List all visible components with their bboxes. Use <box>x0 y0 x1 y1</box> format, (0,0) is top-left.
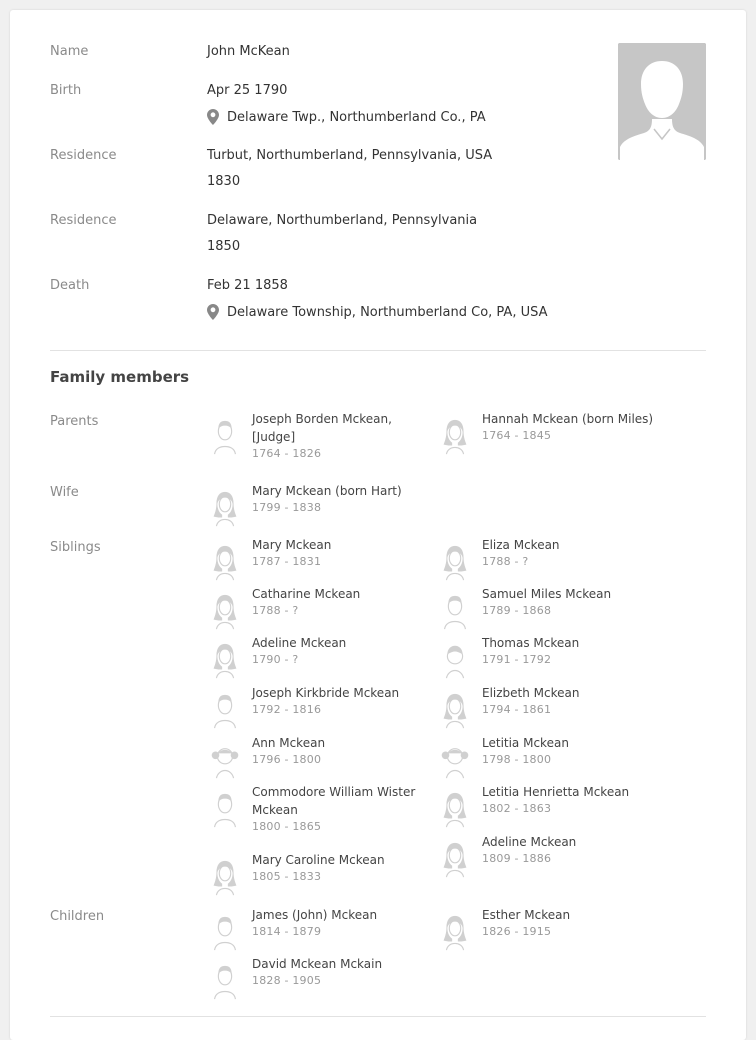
male-silhouette-icon <box>618 43 706 160</box>
family-member-dates: 1794 - 1861 <box>482 703 552 716</box>
death-place-text: Delaware Township, Northumberland Co, PA, USA <box>227 304 548 320</box>
male-avatar-icon <box>210 692 240 730</box>
family-member-dates: 1802 - 1863 <box>482 802 552 815</box>
family-member-dates: 1788 - ? <box>482 555 529 568</box>
family-member-name[interactable]: Letitia Mckean <box>482 736 569 750</box>
family-members-title: Family members <box>50 368 190 386</box>
female-avatar-icon <box>210 544 240 582</box>
female-avatar-icon <box>210 859 240 897</box>
family-member-name[interactable]: James (John) Mckean <box>252 908 378 922</box>
male-avatar-icon <box>210 914 240 952</box>
birth-date: Apr 25 1790 <box>207 83 288 98</box>
female-avatar-icon <box>210 490 240 528</box>
family-member[interactable] <box>210 410 440 460</box>
family-member-dates: 1826 - 1915 <box>482 925 552 938</box>
family-member[interactable] <box>440 536 670 576</box>
section-divider <box>50 350 706 351</box>
family-member-name[interactable]: Esther Mckean <box>482 908 571 922</box>
family-member[interactable] <box>210 906 440 946</box>
female-avatar-icon <box>440 742 470 780</box>
family-member-name[interactable]: Thomas Mckean <box>482 636 580 650</box>
family-member-dates: 1800 - 1865 <box>252 820 322 833</box>
fact-label: Death <box>50 278 90 293</box>
family-member-name[interactable]: Joseph Kirkbride Mckean <box>252 686 400 700</box>
family-member[interactable] <box>210 585 440 625</box>
family-member-dates: 1787 - 1831 <box>252 555 322 568</box>
siblings-label: Siblings <box>50 540 101 555</box>
profile-card <box>10 10 746 1040</box>
family-member-name[interactable]: Mary Caroline Mckean <box>252 853 385 867</box>
family-member-name[interactable]: Elizbeth Mckean <box>482 686 580 700</box>
family-member-name[interactable]: Joseph Borden Mckean, [Judge] <box>252 412 392 444</box>
family-member-dates: 1798 - 1800 <box>482 753 552 766</box>
family-member-name[interactable]: Adeline Mckean <box>252 636 347 650</box>
family-member-name[interactable]: Adeline Mckean <box>482 835 577 849</box>
family-member-dates: 1788 - ? <box>252 604 299 617</box>
family-member[interactable] <box>440 634 670 674</box>
male-avatar-icon <box>210 963 240 1001</box>
family-member-name[interactable]: David Mckean Mckain <box>252 957 383 971</box>
map-pin-icon <box>207 109 219 125</box>
family-member[interactable] <box>210 734 440 774</box>
female-avatar-icon <box>440 791 470 829</box>
person-name: John McKean <box>207 44 290 59</box>
family-member-dates: 1828 - 1905 <box>252 974 322 987</box>
female-avatar-icon <box>440 692 470 730</box>
family-member-dates: 1792 - 1816 <box>252 703 322 716</box>
parents-label: Parents <box>50 414 99 429</box>
family-member[interactable] <box>210 851 440 891</box>
family-member-name[interactable]: Samuel Miles Mckean <box>482 587 612 601</box>
family-member-dates: 1791 - 1792 <box>482 653 552 666</box>
residence-place: Delaware, Northumberland, Pennsylvania <box>207 213 478 228</box>
death-place[interactable] <box>207 304 548 320</box>
male-avatar-icon <box>440 642 470 680</box>
family-member-name[interactable]: Mary Mckean (born Hart) <box>252 484 402 498</box>
birth-place[interactable] <box>207 109 486 125</box>
family-member-dates: 1764 - 1826 <box>252 447 322 460</box>
family-member-name[interactable]: Hannah Mckean (born Miles) <box>482 412 654 426</box>
fact-label: Residence <box>50 148 117 163</box>
family-member-name[interactable]: Commodore William Wister Mckean <box>252 785 416 817</box>
male-avatar-icon <box>210 791 240 829</box>
family-member-name[interactable]: Ann Mckean <box>252 736 326 750</box>
female-avatar-icon <box>210 593 240 631</box>
family-member[interactable] <box>210 634 440 674</box>
profile-photo-placeholder[interactable] <box>618 43 706 160</box>
death-date: Feb 21 1858 <box>207 278 288 293</box>
female-avatar-icon <box>440 841 470 879</box>
family-member-dates: 1764 - 1845 <box>482 429 552 442</box>
wife-label: Wife <box>50 485 79 500</box>
fact-label: Name <box>50 44 89 59</box>
family-member-dates: 1790 - ? <box>252 653 299 666</box>
fact-label: Birth <box>50 83 82 98</box>
female-avatar-icon <box>440 914 470 952</box>
family-member[interactable] <box>440 783 670 823</box>
family-member-dates: 1809 - 1886 <box>482 852 552 865</box>
family-member-dates: 1814 - 1879 <box>252 925 322 938</box>
family-member-name[interactable]: Catharine Mckean <box>252 587 361 601</box>
family-member[interactable] <box>440 684 670 724</box>
section-divider <box>50 1016 706 1017</box>
male-avatar-icon <box>440 593 470 631</box>
family-member-dates: 1799 - 1838 <box>252 501 322 514</box>
male-avatar-icon <box>210 418 240 456</box>
residence-year: 1830 <box>207 174 241 189</box>
residence-place: Turbut, Northumberland, Pennsylvania, USA <box>207 148 493 163</box>
female-avatar-icon <box>210 642 240 680</box>
family-member[interactable] <box>440 585 670 625</box>
family-member-name[interactable]: Eliza Mckean <box>482 538 560 552</box>
family-member-dates: 1789 - 1868 <box>482 604 552 617</box>
female-avatar-icon <box>210 742 240 780</box>
family-member-dates: 1796 - 1800 <box>252 753 322 766</box>
family-member-dates: 1805 - 1833 <box>252 870 322 883</box>
family-member[interactable] <box>210 536 440 576</box>
children-label: Children <box>50 909 105 924</box>
map-pin-icon <box>207 304 219 320</box>
family-member[interactable] <box>440 833 670 873</box>
female-avatar-icon <box>440 544 470 582</box>
family-member[interactable] <box>440 906 670 946</box>
family-member[interactable] <box>210 482 440 522</box>
female-avatar-icon <box>440 418 470 456</box>
family-member[interactable] <box>210 955 440 995</box>
residence-year: 1850 <box>207 239 241 254</box>
family-member[interactable] <box>210 684 440 724</box>
family-member-name[interactable]: Mary Mckean <box>252 538 332 552</box>
family-member[interactable] <box>210 783 440 833</box>
family-member[interactable] <box>440 734 670 774</box>
family-member-name[interactable]: Letitia Henrietta Mckean <box>482 785 630 799</box>
birth-place-text: Delaware Twp., Northumberland Co., PA <box>227 109 486 125</box>
fact-label: Residence <box>50 213 117 228</box>
family-member[interactable] <box>440 410 670 450</box>
